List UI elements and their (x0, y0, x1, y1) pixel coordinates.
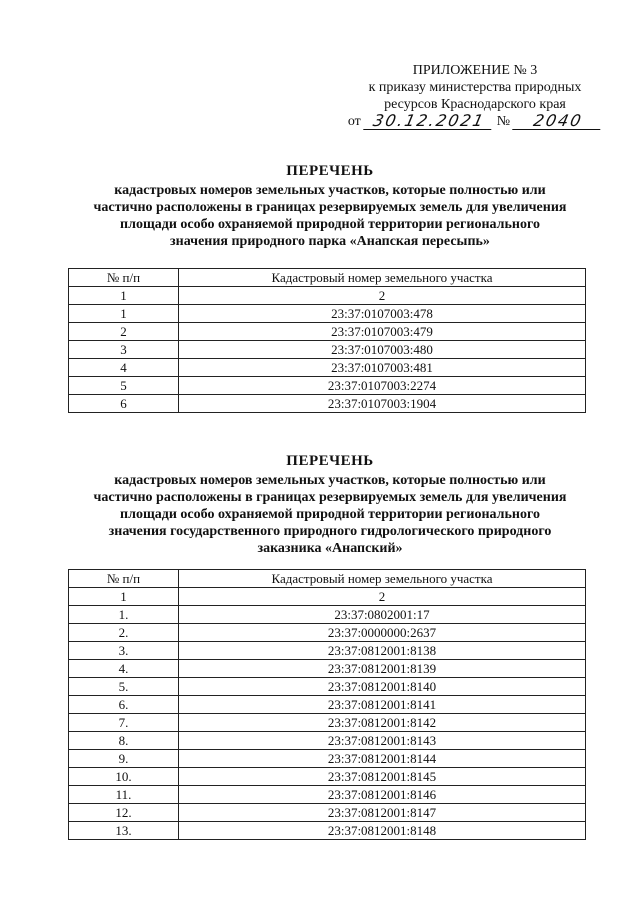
appendix-order-line: к приказу министерства природных (368, 80, 582, 95)
table-cell: 10. (69, 768, 179, 786)
table-index-row (69, 287, 586, 305)
table-row (69, 624, 586, 642)
table-cell: 1. (69, 606, 179, 624)
table-cell: 1 (69, 287, 179, 305)
table-cell: 4. (69, 660, 179, 678)
list1-subtitle-line: площади особо охраняемой природной территории регионального (120, 217, 540, 232)
list2-table (68, 569, 586, 840)
number-prefix: № (496, 114, 511, 129)
table-cell: 23:37:0802001:17 (179, 606, 586, 624)
list2-subtitle-line: кадастровых номеров земельных участков, которые полностью или (114, 473, 546, 488)
table-index-row (69, 588, 586, 606)
table-cell: 23:37:0107003:480 (179, 341, 586, 359)
table-cell: 2 (179, 287, 586, 305)
table-cell: 23:37:0812001:8138 (179, 642, 586, 660)
table-cell: 23:37:0812001:8142 (179, 714, 586, 732)
table-row (69, 642, 586, 660)
table-cell: 2 (69, 323, 179, 341)
table-cell: 9. (69, 750, 179, 768)
table-row (69, 395, 586, 413)
table-cell: 23:37:0812001:8146 (179, 786, 586, 804)
table-cell: 6 (69, 395, 179, 413)
table-cell: 5 (69, 377, 179, 395)
column-header-cadastral: Кадастровый номер земельного участка (179, 269, 586, 287)
table-cell: 7. (69, 714, 179, 732)
table-row (69, 606, 586, 624)
table-row (69, 786, 586, 804)
column-header-cadastral: Кадастровый номер земельного участка (179, 570, 586, 588)
table-row (69, 696, 586, 714)
table-cell: 23:37:0812001:8140 (179, 678, 586, 696)
list2-heading (60, 453, 600, 557)
table-row (69, 341, 586, 359)
table-cell: 23:37:0812001:8141 (179, 696, 586, 714)
table-row (69, 678, 586, 696)
table-cell: 6. (69, 696, 179, 714)
table-cell: 23:37:0812001:8144 (179, 750, 586, 768)
table-cell: 11. (69, 786, 179, 804)
table-row (69, 660, 586, 678)
table-cell: 2 (179, 588, 586, 606)
table-cell: 2. (69, 624, 179, 642)
handwritten-date: 30.12.2021 (363, 113, 495, 130)
list1-table (68, 268, 586, 413)
date-prefix: от (347, 114, 361, 129)
table-cell: 23:37:0812001:8145 (179, 768, 586, 786)
table-cell: 23:37:0107003:1904 (179, 395, 586, 413)
table-row (69, 804, 586, 822)
table-row (69, 732, 586, 750)
table-cell: 1 (69, 588, 179, 606)
appendix-header (330, 62, 620, 130)
table-cell: 23:37:0812001:8148 (179, 822, 586, 840)
table-header-row (69, 570, 586, 588)
list1-title: ПЕРЕЧЕНЬ (286, 163, 374, 179)
table-row (69, 305, 586, 323)
list1-subtitle-line: значения природного парка «Анапская пересыпь» (170, 234, 490, 249)
table-header-row (69, 269, 586, 287)
appendix-title: ПРИЛОЖЕНИЕ № 3 (412, 63, 538, 78)
table-cell: 23:37:0107003:481 (179, 359, 586, 377)
table-cell: 3 (69, 341, 179, 359)
table-row (69, 359, 586, 377)
list2-subtitle-line: площади особо охраняемой природной территории регионального (120, 507, 540, 522)
column-header-number: № п/п (69, 570, 179, 588)
table-row (69, 768, 586, 786)
table-cell: 12. (69, 804, 179, 822)
table-cell: 13. (69, 822, 179, 840)
list1-subtitle-line: кадастровых номеров земельных участков, которые полностью или (114, 183, 546, 198)
list2-subtitle-line: значения государственного природного гидрологического природного (108, 524, 552, 539)
table-row (69, 714, 586, 732)
order-date-line (330, 113, 620, 130)
table-cell: 23:37:0812001:8143 (179, 732, 586, 750)
handwritten-order-number: 2040 (512, 113, 604, 130)
appendix-ministry-line: ресурсов Краснодарского края (384, 97, 566, 112)
table-row (69, 822, 586, 840)
table-row (69, 377, 586, 395)
table-cell: 3. (69, 642, 179, 660)
list2-subtitle-line: заказника «Анапский» (257, 541, 403, 556)
list1-subtitle-line: частично расположены в границах резервируемых земель для увеличения (93, 200, 567, 215)
table-cell: 23:37:0107003:479 (179, 323, 586, 341)
table-cell: 8. (69, 732, 179, 750)
table-cell: 5. (69, 678, 179, 696)
column-header-number: № п/п (69, 269, 179, 287)
table-cell: 23:37:0107003:478 (179, 305, 586, 323)
table-row (69, 750, 586, 768)
table-cell: 23:37:0812001:8139 (179, 660, 586, 678)
list2-subtitle-line: частично расположены в границах резервируемых земель для увеличения (93, 490, 567, 505)
table-cell: 23:37:0000000:2637 (179, 624, 586, 642)
table-cell: 1 (69, 305, 179, 323)
table-cell: 4 (69, 359, 179, 377)
table-cell: 23:37:0107003:2274 (179, 377, 586, 395)
table-row (69, 323, 586, 341)
table-cell: 23:37:0812001:8147 (179, 804, 586, 822)
list2-title: ПЕРЕЧЕНЬ (286, 453, 374, 469)
list1-heading (60, 163, 600, 250)
